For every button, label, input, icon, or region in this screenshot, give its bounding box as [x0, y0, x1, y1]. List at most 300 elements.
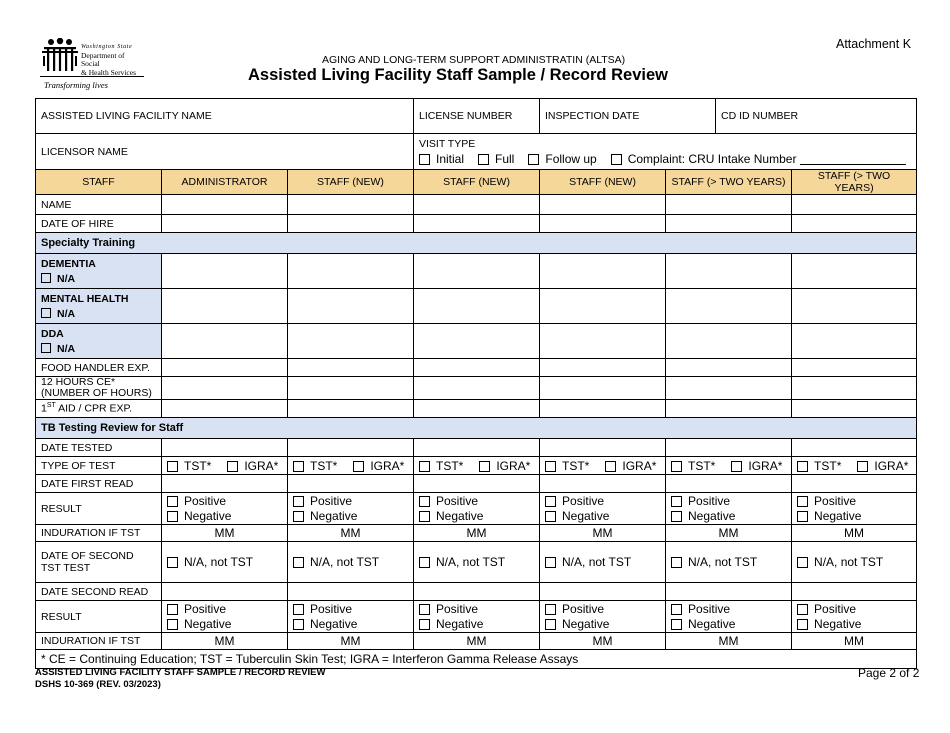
- cell-input[interactable]: [414, 439, 540, 457]
- people-logo-icon: [42, 38, 78, 72]
- negative-label: Negative: [436, 616, 484, 631]
- licensor-row: [36, 134, 917, 170]
- na-not-tst-label: N/A, not TST: [814, 555, 884, 569]
- tst-label: TST*: [562, 458, 590, 473]
- mm-cell[interactable]: MM: [540, 633, 666, 650]
- positive-checkbox[interactable]: [293, 496, 304, 507]
- cell-input[interactable]: [162, 583, 288, 601]
- agency-name: AGING AND LONG-TERM SUPPORT ADMINISTRATIN (ALTSA): [322, 54, 626, 66]
- positive-label: Positive: [814, 601, 857, 616]
- igra-label: IGRA*: [622, 458, 657, 473]
- row-dda: [36, 324, 917, 359]
- col-header-staff-new-1: STAFF (NEW): [288, 170, 414, 195]
- cell-input[interactable]: [666, 324, 792, 359]
- cell-input[interactable]: [792, 377, 917, 400]
- tst-label: TST*: [310, 458, 338, 473]
- dda-na-checkbox[interactable]: [41, 343, 51, 353]
- cell-input[interactable]: [414, 195, 540, 215]
- test-type-cell: [162, 457, 288, 475]
- positive-label: Positive: [814, 493, 857, 508]
- mm-cell[interactable]: MM: [666, 525, 792, 542]
- visit-followup-option[interactable]: [528, 152, 596, 166]
- positive-label: Positive: [688, 493, 731, 508]
- result-cell: [288, 601, 414, 633]
- inspection-date-field[interactable]: [540, 99, 716, 134]
- logo-wordmark: [81, 43, 144, 77]
- cell-input[interactable]: [666, 475, 792, 493]
- cell-input[interactable]: [792, 215, 917, 233]
- result-cell: [414, 601, 540, 633]
- cell-input[interactable]: [288, 324, 414, 359]
- tst-checkbox[interactable]: [671, 461, 682, 472]
- visit-initial-checkbox[interactable]: [419, 154, 430, 165]
- tb-testing-section: [36, 418, 917, 439]
- cell-input[interactable]: [666, 254, 792, 289]
- na-not-tst-label: N/A, not TST: [688, 555, 758, 569]
- row-label: DATE OF HIRE: [36, 215, 162, 233]
- na-not-tst-label: N/A, not TST: [310, 555, 380, 569]
- negative-checkbox[interactable]: [419, 511, 430, 522]
- positive-checkbox[interactable]: [293, 604, 304, 615]
- footer-form-number: DSHS 10-369 (REV. 03/2023): [35, 679, 161, 690]
- negative-checkbox[interactable]: [797, 511, 808, 522]
- logo-divider: [40, 76, 144, 77]
- igra-label: IGRA*: [874, 458, 909, 473]
- row-label-cell: [36, 377, 162, 400]
- cell-input[interactable]: [288, 215, 414, 233]
- row-label: DATE TESTED: [36, 439, 162, 457]
- row-label-cell: [36, 254, 162, 289]
- positive-checkbox[interactable]: [419, 604, 430, 615]
- test-type-cell: [792, 457, 917, 475]
- result-cell: [414, 493, 540, 525]
- col-header-staff: STAFF: [36, 170, 162, 195]
- na-not-tst-checkbox[interactable]: [167, 557, 178, 568]
- cell-input[interactable]: [162, 377, 288, 400]
- igra-checkbox[interactable]: [479, 461, 490, 472]
- cell-input[interactable]: [540, 324, 666, 359]
- igra-checkbox[interactable]: [731, 461, 742, 472]
- tst-checkbox[interactable]: [167, 461, 178, 472]
- mm-cell[interactable]: MM: [414, 525, 540, 542]
- cell-input[interactable]: [162, 195, 288, 215]
- na-not-tst-label: N/A, not TST: [436, 555, 506, 569]
- cell-input[interactable]: [414, 215, 540, 233]
- cell-input[interactable]: [414, 289, 540, 324]
- row-label-cell: [36, 324, 162, 359]
- cell-input[interactable]: [666, 439, 792, 457]
- page-number: Page 2 of 2: [858, 666, 920, 680]
- cell-input[interactable]: [792, 289, 917, 324]
- positive-checkbox[interactable]: [167, 604, 178, 615]
- mm-cell[interactable]: MM: [666, 633, 792, 650]
- cell-input[interactable]: [162, 254, 288, 289]
- visit-complaint-checkbox[interactable]: [611, 154, 622, 165]
- positive-option[interactable]: [419, 602, 534, 617]
- review-form-table: [35, 98, 917, 669]
- cell-input[interactable]: [288, 254, 414, 289]
- inspection-date-label: INSPECTION DATE: [545, 110, 640, 122]
- cell-input[interactable]: [414, 583, 540, 601]
- cru-intake-number-input[interactable]: [800, 154, 906, 165]
- visit-initial-label: Initial: [436, 151, 465, 166]
- cell-input[interactable]: [162, 324, 288, 359]
- first-aid-prefix: 1: [41, 402, 47, 415]
- positive-option[interactable]: [419, 494, 534, 509]
- visit-full-label: Full: [495, 151, 515, 166]
- visit-full-checkbox[interactable]: [478, 154, 489, 165]
- cell-input[interactable]: [162, 289, 288, 324]
- row-label: RESULT: [36, 493, 162, 525]
- igra-checkbox[interactable]: [353, 461, 364, 472]
- igra-label: IGRA*: [370, 458, 405, 473]
- positive-option[interactable]: [167, 602, 282, 617]
- facility-name-label: ASSISTED LIVING FACILITY NAME: [41, 110, 212, 122]
- row-label: NAME: [36, 195, 162, 215]
- licensor-name-label: LICENSOR NAME: [41, 145, 128, 158]
- na-not-tst-option[interactable]: [414, 542, 540, 583]
- negative-checkbox[interactable]: [671, 619, 682, 630]
- col-header-staff-two-years-1: STAFF (> TWO YEARS): [666, 170, 792, 195]
- negative-checkbox[interactable]: [167, 619, 178, 630]
- mm-cell[interactable]: MM: [792, 633, 917, 650]
- row-name: [36, 195, 917, 215]
- positive-label: Positive: [184, 493, 227, 508]
- negative-option[interactable]: [293, 509, 408, 524]
- mm-cell[interactable]: MM: [792, 525, 917, 542]
- dementia-label: DEMENTIA: [41, 257, 96, 270]
- cell-input[interactable]: [666, 215, 792, 233]
- igra-checkbox[interactable]: [857, 461, 868, 472]
- row-food-handler: [36, 359, 917, 377]
- visit-followup-label: Follow up: [545, 151, 597, 166]
- cell-input[interactable]: [792, 324, 917, 359]
- row-date-second-tst: [36, 542, 917, 583]
- cell-input[interactable]: [414, 359, 540, 377]
- negative-label: Negative: [562, 616, 610, 631]
- visit-complaint-label: Complaint: CRU Intake Number: [627, 151, 797, 166]
- positive-checkbox[interactable]: [671, 496, 682, 507]
- na-not-tst-checkbox[interactable]: [545, 557, 556, 568]
- cell-input[interactable]: [792, 400, 917, 418]
- mm-cell[interactable]: MM: [540, 525, 666, 542]
- col-header-staff-new-2: STAFF (NEW): [414, 170, 540, 195]
- na-not-tst-checkbox[interactable]: [419, 557, 430, 568]
- result-cell: [540, 601, 666, 633]
- tst-label: TST*: [688, 458, 716, 473]
- row-label: FOOD HANDLER EXP.: [36, 359, 162, 377]
- cell-input[interactable]: [540, 215, 666, 233]
- mental-health-na-checkbox[interactable]: [41, 308, 51, 318]
- visit-followup-checkbox[interactable]: [528, 154, 539, 165]
- mm-cell[interactable]: MM: [288, 525, 414, 542]
- mm-cell[interactable]: MM: [162, 633, 288, 650]
- tst-checkbox[interactable]: [293, 461, 304, 472]
- positive-option[interactable]: [671, 494, 786, 509]
- col-header-staff-two-years-2: STAFF (> TWO YEARS): [792, 170, 917, 195]
- visit-full-option[interactable]: [478, 152, 514, 166]
- test-type-cell: [414, 457, 540, 475]
- positive-option[interactable]: [797, 494, 911, 509]
- positive-label: Positive: [436, 493, 479, 508]
- negative-option[interactable]: [419, 509, 534, 524]
- row-result-2: [36, 601, 917, 633]
- dshs-logo: [40, 38, 144, 94]
- na-label: N/A: [57, 307, 76, 320]
- row-label-cell: [36, 289, 162, 324]
- cell-input[interactable]: [666, 289, 792, 324]
- negative-option[interactable]: [545, 509, 660, 524]
- row-result: [36, 493, 917, 525]
- result-cell: [540, 493, 666, 525]
- first-aid-label: AID / CPR EXP.: [55, 402, 133, 415]
- cell-input[interactable]: [792, 254, 917, 289]
- igra-label: IGRA*: [244, 458, 279, 473]
- cell-input[interactable]: [288, 400, 414, 418]
- cell-input[interactable]: [540, 359, 666, 377]
- test-type-cell: [666, 457, 792, 475]
- cell-input[interactable]: [666, 195, 792, 215]
- negative-option[interactable]: [797, 617, 911, 632]
- cell-input[interactable]: [666, 377, 792, 400]
- mental-health-na-option[interactable]: [41, 308, 156, 320]
- positive-checkbox[interactable]: [797, 496, 808, 507]
- negative-checkbox[interactable]: [419, 619, 430, 630]
- positive-checkbox[interactable]: [671, 604, 682, 615]
- footer-form-title: ASSISTED LIVING FACILITY STAFF SAMPLE / RECORD REVIEW: [35, 667, 326, 678]
- cell-input[interactable]: [288, 359, 414, 377]
- logo-dept-line2: & Health Services: [81, 67, 136, 77]
- positive-checkbox[interactable]: [167, 496, 178, 507]
- negative-checkbox[interactable]: [545, 511, 556, 522]
- na-not-tst-option[interactable]: [162, 542, 288, 583]
- staff-header-row: [36, 170, 917, 195]
- na-not-tst-option[interactable]: [540, 542, 666, 583]
- tst-checkbox[interactable]: [797, 461, 808, 472]
- row-first-aid: [36, 400, 917, 418]
- cell-input[interactable]: [288, 195, 414, 215]
- dementia-na-option[interactable]: [41, 273, 156, 285]
- negative-option[interactable]: [797, 509, 911, 524]
- facility-name-field[interactable]: [36, 99, 414, 134]
- dda-label: DDA: [41, 327, 64, 340]
- positive-label: Positive: [184, 601, 227, 616]
- visit-initial-option[interactable]: [419, 152, 464, 166]
- negative-label: Negative: [814, 616, 862, 631]
- negative-label: Negative: [436, 508, 484, 523]
- positive-option[interactable]: [545, 602, 660, 617]
- cell-input[interactable]: [288, 289, 414, 324]
- negative-checkbox[interactable]: [167, 511, 178, 522]
- tst-label: TST*: [436, 458, 464, 473]
- negative-option[interactable]: [671, 617, 786, 632]
- negative-label: Negative: [562, 508, 610, 523]
- row-label: DATE FIRST READ: [36, 475, 162, 493]
- positive-checkbox[interactable]: [419, 496, 430, 507]
- ce-label-line1: 12 HOURS CE*: [41, 376, 116, 388]
- cell-input[interactable]: [792, 475, 917, 493]
- footnote-row: [36, 650, 917, 669]
- negative-checkbox[interactable]: [293, 619, 304, 630]
- na-not-tst-checkbox[interactable]: [797, 557, 808, 568]
- cell-input[interactable]: [162, 215, 288, 233]
- cell-input[interactable]: [162, 359, 288, 377]
- section-heading: TB Testing Review for Staff: [36, 418, 917, 439]
- form-footer: [35, 667, 325, 691]
- tst-label: TST*: [814, 458, 842, 473]
- cell-input[interactable]: [540, 377, 666, 400]
- result-cell: [792, 601, 917, 633]
- cell-input[interactable]: [288, 377, 414, 400]
- cell-input[interactable]: [162, 475, 288, 493]
- mm-cell[interactable]: MM: [414, 633, 540, 650]
- cell-input[interactable]: [666, 583, 792, 601]
- cd-id-number-label: CD ID NUMBER: [721, 110, 799, 122]
- mm-cell[interactable]: MM: [288, 633, 414, 650]
- negative-option[interactable]: [167, 509, 282, 524]
- igra-label: IGRA*: [496, 458, 531, 473]
- cell-input[interactable]: [288, 439, 414, 457]
- cell-input[interactable]: [540, 400, 666, 418]
- negative-option[interactable]: [293, 617, 408, 632]
- logo-tagline: Transforming lives: [44, 80, 108, 90]
- positive-option[interactable]: [293, 494, 408, 509]
- cell-input[interactable]: [666, 400, 792, 418]
- license-number-field[interactable]: [414, 99, 540, 134]
- dementia-na-checkbox[interactable]: [41, 273, 51, 283]
- positive-checkbox[interactable]: [545, 496, 556, 507]
- row-ce-hours: [36, 377, 917, 400]
- tst-checkbox[interactable]: [545, 461, 556, 472]
- visit-complaint-option[interactable]: [611, 152, 797, 166]
- col-header-staff-new-3: STAFF (NEW): [540, 170, 666, 195]
- igra-checkbox[interactable]: [605, 461, 616, 472]
- cell-input[interactable]: [162, 400, 288, 418]
- row-dementia: [36, 254, 917, 289]
- negative-checkbox[interactable]: [671, 511, 682, 522]
- row-label: DATE OF SECOND TST TEST: [36, 542, 162, 583]
- row-label: RESULT: [36, 601, 162, 633]
- cell-input[interactable]: [540, 439, 666, 457]
- na-not-tst-option[interactable]: [792, 542, 917, 583]
- igra-checkbox[interactable]: [227, 461, 238, 472]
- cell-input[interactable]: [540, 254, 666, 289]
- negative-label: Negative: [688, 508, 736, 523]
- first-aid-superscript: ST: [46, 402, 56, 410]
- positive-option[interactable]: [671, 602, 786, 617]
- tst-label: TST*: [184, 458, 212, 473]
- cell-input[interactable]: [414, 400, 540, 418]
- cell-input[interactable]: [288, 475, 414, 493]
- row-date-second-read: [36, 583, 917, 601]
- row-label: TYPE OF TEST: [36, 457, 162, 475]
- row-date-tested: [36, 439, 917, 457]
- negative-label: Negative: [814, 508, 862, 523]
- result-cell: [666, 601, 792, 633]
- cell-input[interactable]: [540, 475, 666, 493]
- tst-checkbox[interactable]: [419, 461, 430, 472]
- positive-option[interactable]: [293, 602, 408, 617]
- license-number-label: LICENSE NUMBER: [419, 110, 513, 122]
- negative-option[interactable]: [545, 617, 660, 632]
- negative-label: Negative: [310, 508, 358, 523]
- test-type-cell: [288, 457, 414, 475]
- licensor-name-field[interactable]: [36, 134, 414, 170]
- result-cell: [162, 493, 288, 525]
- positive-option[interactable]: [797, 602, 911, 617]
- negative-label: Negative: [688, 616, 736, 631]
- cell-input[interactable]: [414, 324, 540, 359]
- cell-input[interactable]: [540, 583, 666, 601]
- row-type-of-test: [36, 457, 917, 475]
- negative-option[interactable]: [167, 617, 282, 632]
- result-cell: [666, 493, 792, 525]
- positive-label: Positive: [436, 601, 479, 616]
- negative-checkbox[interactable]: [797, 619, 808, 630]
- form-title: Assisted Living Facility Staff Sample / Record Review: [248, 66, 668, 84]
- na-not-tst-option[interactable]: [666, 542, 792, 583]
- cell-input[interactable]: [540, 195, 666, 215]
- igra-label: IGRA*: [748, 458, 783, 473]
- row-induration: [36, 525, 917, 542]
- cell-input[interactable]: [792, 359, 917, 377]
- result-cell: [288, 493, 414, 525]
- na-not-tst-label: N/A, not TST: [184, 555, 254, 569]
- na-not-tst-option[interactable]: [288, 542, 414, 583]
- specialty-training-section: [36, 233, 917, 254]
- negative-label: Negative: [184, 508, 232, 523]
- positive-option[interactable]: [167, 494, 282, 509]
- dda-na-option[interactable]: [41, 343, 156, 355]
- cd-id-number-field[interactable]: [716, 99, 917, 134]
- visit-type-field: [414, 134, 917, 170]
- positive-label: Positive: [310, 601, 353, 616]
- cell-input[interactable]: [666, 359, 792, 377]
- ce-label-line2: (NUMBER OF HOURS): [41, 387, 152, 399]
- visit-type-label: VISIT TYPE: [419, 137, 476, 150]
- positive-label: Positive: [688, 601, 731, 616]
- mental-health-label: MENTAL HEALTH: [41, 292, 129, 305]
- cell-input[interactable]: [288, 583, 414, 601]
- row-mental-health: [36, 289, 917, 324]
- cell-input[interactable]: [792, 195, 917, 215]
- col-header-administrator: ADMINISTRATOR: [162, 170, 288, 195]
- row-induration-2: [36, 633, 917, 650]
- mm-cell[interactable]: MM: [162, 525, 288, 542]
- negative-option[interactable]: [419, 617, 534, 632]
- result-cell: [792, 493, 917, 525]
- na-not-tst-checkbox[interactable]: [293, 557, 304, 568]
- cell-input[interactable]: [792, 439, 917, 457]
- test-type-cell: [540, 457, 666, 475]
- visit-type-options: [419, 152, 911, 166]
- cell-input[interactable]: [414, 475, 540, 493]
- positive-checkbox[interactable]: [545, 604, 556, 615]
- cell-input[interactable]: [540, 289, 666, 324]
- cell-input[interactable]: [162, 439, 288, 457]
- cell-input[interactable]: [792, 583, 917, 601]
- cell-input[interactable]: [414, 377, 540, 400]
- cell-input[interactable]: [414, 254, 540, 289]
- na-not-tst-label: N/A, not TST: [562, 555, 632, 569]
- positive-option[interactable]: [545, 494, 660, 509]
- positive-checkbox[interactable]: [797, 604, 808, 615]
- negative-option[interactable]: [671, 509, 786, 524]
- negative-checkbox[interactable]: [545, 619, 556, 630]
- na-not-tst-checkbox[interactable]: [671, 557, 682, 568]
- positive-label: Positive: [562, 601, 605, 616]
- negative-checkbox[interactable]: [293, 511, 304, 522]
